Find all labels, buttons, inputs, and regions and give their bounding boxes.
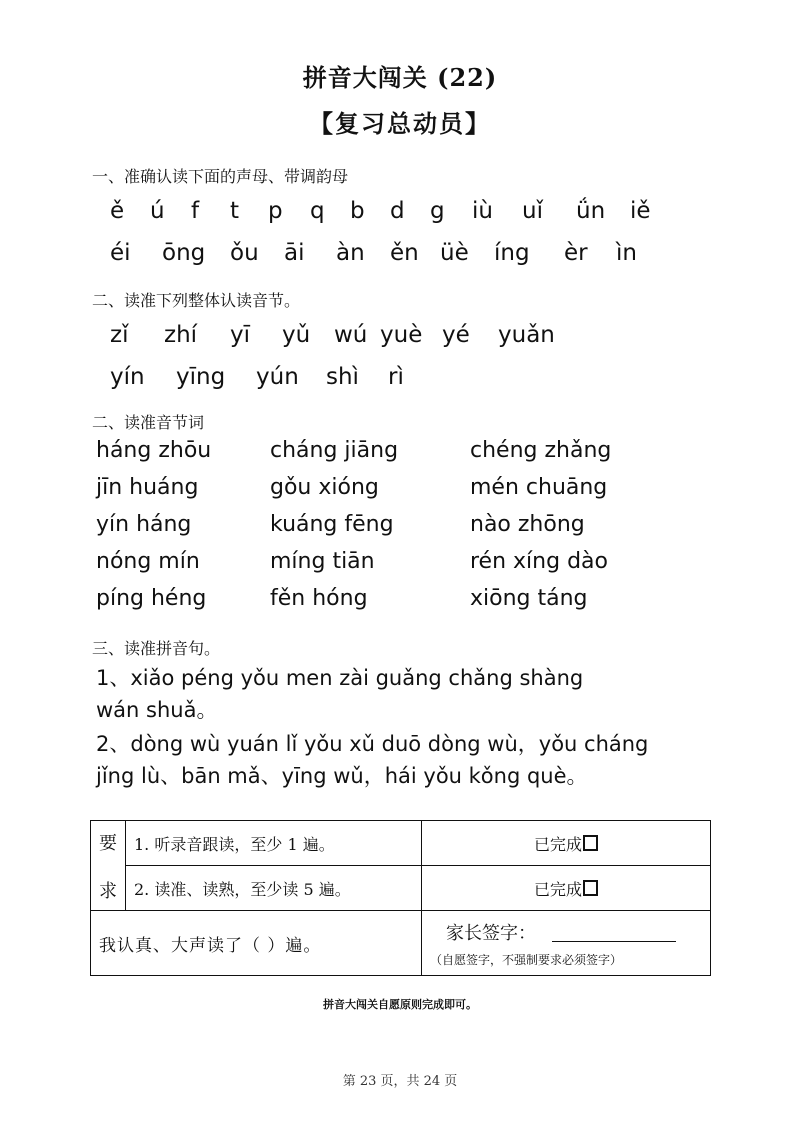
word-row — [96, 512, 716, 549]
requirements-label — [91, 821, 126, 911]
signature-line[interactable] — [552, 941, 676, 942]
word-row — [96, 438, 716, 475]
syllable: yé — [442, 322, 470, 348]
requirements-label-bottom: 求 — [99, 880, 117, 902]
section1-heading: 一、准确认读下面的声母、带调韵母 — [92, 167, 349, 186]
syllable: iù — [472, 198, 493, 224]
syllable: üè — [440, 240, 469, 266]
signature-note: （自愿签字，不强制要求必须签字） — [430, 953, 623, 967]
sentence-line: jǐng lù、bān mǎ、yīng wǔ，hái yǒu kǒng què。 — [96, 764, 588, 788]
section1-row1 — [0, 198, 800, 230]
section1-row2 — [0, 240, 800, 272]
syllable: ōng — [162, 240, 206, 266]
sentence-line: 2、dòng wù yuán lǐ yǒu xǔ duō dòng wù，yǒu cháng — [96, 732, 649, 756]
syllable: ú — [150, 198, 165, 224]
word: jīn huáng — [96, 475, 199, 500]
syllable: ě — [110, 198, 125, 224]
word-row — [96, 586, 716, 623]
page-number: 第 23 页，共 24 页 — [342, 1074, 458, 1089]
syllable: uǐ — [522, 198, 543, 224]
word-row — [96, 549, 716, 586]
syllable: zhí — [164, 322, 198, 348]
syllable: ǒu — [230, 240, 259, 266]
signature-label: 家长签字： — [446, 923, 536, 944]
syllable: àn — [336, 240, 365, 266]
syllable: āi — [284, 240, 305, 266]
syllable: èr — [564, 240, 588, 266]
word: cháng jiāng — [270, 438, 399, 463]
checkbox-icon[interactable] — [583, 835, 598, 851]
syllable: zǐ — [110, 322, 129, 348]
section2-row2 — [0, 364, 800, 396]
section4-heading: 三、读准拼音句。 — [92, 639, 221, 658]
syllable: g — [430, 198, 445, 224]
word: nào zhōng — [470, 512, 585, 537]
syllable: f — [191, 198, 200, 224]
syllable: yuè — [380, 322, 423, 348]
requirement-item-1: 1. 听录音跟读，至少 1 遍。 — [126, 821, 422, 866]
word: chéng zhǎng — [470, 438, 612, 463]
sentence-line: wán shuǎ。 — [96, 698, 218, 722]
syllable: iě — [630, 198, 651, 224]
read-count-cell: 我认真、大声读了（ ）遍。 — [91, 911, 422, 976]
page-title: 拼音大闯关 (22) — [302, 63, 498, 92]
checkbox-icon[interactable] — [583, 880, 598, 896]
section2-row1 — [0, 322, 800, 354]
page-subtitle: 【复习总动员】 — [309, 109, 491, 138]
syllable: d — [390, 198, 405, 224]
syllable: ìn — [616, 240, 637, 266]
word: háng zhōu — [96, 438, 212, 463]
requirements-table — [90, 820, 711, 976]
syllable: p — [268, 198, 283, 224]
section3-heading: 二、读准音节词 — [92, 413, 205, 432]
word: kuáng fēng — [270, 512, 394, 537]
footnote: 拼音大闯关自愿原则完成即可。 — [323, 998, 477, 1011]
sentence-2 — [96, 728, 736, 792]
syllable: q — [310, 198, 325, 224]
syllable: ǘn — [576, 198, 606, 224]
word: fěn hóng — [270, 586, 368, 611]
parent-signature-cell — [422, 911, 711, 976]
word: xiōng táng — [470, 586, 588, 611]
syllable: yīng — [176, 364, 226, 390]
done-label: 已完成 — [533, 834, 582, 854]
syllable: yǔ — [282, 322, 311, 348]
word: mén chuāng — [470, 475, 608, 500]
syllable: rì — [388, 364, 404, 390]
word: míng tiān — [270, 549, 375, 574]
syllable: yī — [230, 322, 251, 348]
syllable: íng — [494, 240, 530, 266]
sentence-1 — [96, 662, 736, 726]
done-label: 已完成 — [533, 879, 582, 899]
syllable: éi — [110, 240, 131, 266]
syllable: yún — [256, 364, 299, 390]
syllable: b — [350, 198, 365, 224]
done-checkbox-2[interactable] — [422, 866, 711, 911]
syllable: wú — [334, 322, 368, 348]
requirement-item-2: 2. 读准、读熟，至少读 5 遍。 — [126, 866, 422, 911]
syllable: ěn — [390, 240, 419, 266]
requirements-label-top: 要 — [99, 832, 117, 854]
word: rén xíng dào — [470, 549, 608, 574]
word-row — [96, 475, 716, 512]
word: yín háng — [96, 512, 192, 537]
section2-heading: 二、读准下列整体认读音节。 — [92, 291, 301, 310]
syllable: yuǎn — [498, 322, 555, 348]
word: gǒu xióng — [270, 475, 379, 500]
sentence-line: 1、xiǎo péng yǒu men zài guǎng chǎng shàng — [96, 666, 584, 690]
syllable: yín — [110, 364, 145, 390]
word: píng héng — [96, 586, 207, 611]
syllable-word-list — [96, 438, 716, 623]
word: nóng mín — [96, 549, 200, 574]
syllable: t — [230, 198, 240, 224]
done-checkbox-1[interactable] — [422, 821, 711, 866]
syllable: shì — [326, 364, 359, 390]
